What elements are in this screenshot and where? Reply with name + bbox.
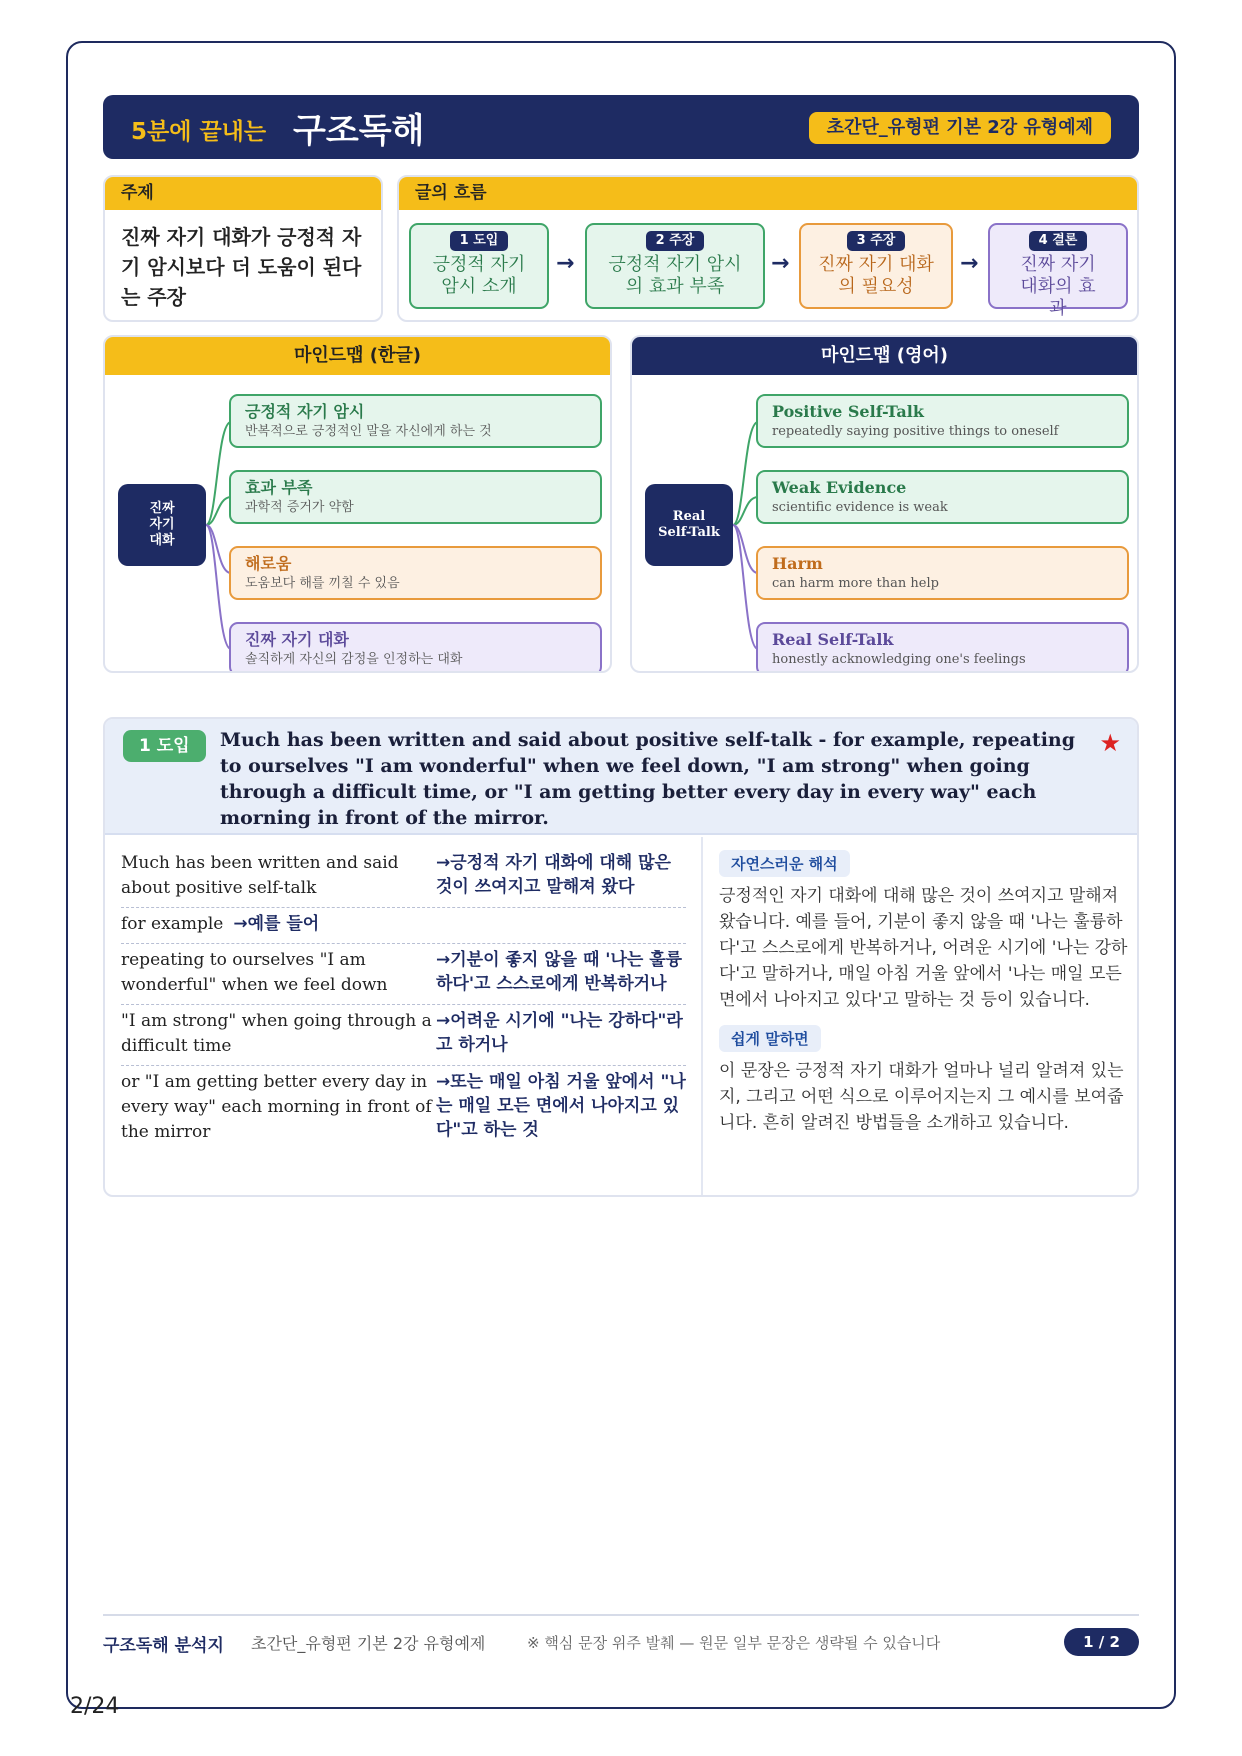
chunk-english: Much has been written and said about positive self-talk (121, 853, 399, 898)
flow-step-tag: 2 주장 (646, 231, 705, 251)
header-title: 구조독해 (293, 111, 425, 151)
flow-step-3 (799, 223, 953, 309)
footer-brand: 구조독해 분석지 (103, 1636, 224, 1656)
intro-header (105, 719, 1137, 835)
easy-explanation-label: 쉽게 말하면 (719, 1025, 821, 1052)
chunk-english: for example (121, 914, 224, 934)
star-icon: ★ (1099, 729, 1121, 757)
intro-sentence: Much has been written and said about positive self-talk - for example, repeating to ourselves "I am wonderful" when we feel down, "I am strong" when going through a difficult time, or "I am getting better every day in every way" each morning in front of the mirror. (220, 729, 1076, 829)
theme-box (103, 175, 383, 322)
chunk-list (121, 847, 686, 1151)
footer-course: 초간단_유형편 기본 2강 유형예제 (251, 1634, 486, 1653)
chunk-row (121, 1066, 686, 1151)
mindmap-node (229, 470, 602, 524)
mindmap-node-desc: 과학적 증거가 약함 (245, 500, 354, 515)
flow-step-tag: 3 주장 (847, 231, 906, 251)
natural-translation-text: 긍정적인 자기 대화에 대해 많은 것이 쓰여지고 말해져 왔습니다. 예를 들어, 기분이 좋지 않을 때 '나는 훌륭하다'고 스스로에게 반복하거나, 어려운 시기에 '나는 강하다'고 말하거나, 매일 아침 거울 앞에서 '나는 매일 모든 면에서 나아지고 있다'고 말하는 것 등이 있습니다. (719, 886, 1128, 1010)
flow-step-2 (585, 223, 765, 309)
footer-note: ※ 핵심 문장 위주 발췌 — 원문 일부 문장은 생략될 수 있습니다 (527, 1634, 941, 1652)
theme-label: 주제 (105, 177, 381, 210)
mindmap-node-title: Harm (772, 554, 823, 573)
mindmap-english (630, 335, 1139, 673)
mindmap-node (756, 470, 1129, 524)
chunk-korean: →또는 매일 아침 거울 앞에서 "나는 매일 모든 면에서 나아지고 있다"고 하는 것 (436, 1072, 686, 1140)
intro-badge: 1 도입 (123, 730, 206, 762)
course-badge: 초간단_유형편 기본 2강 유형예제 (809, 112, 1111, 144)
natural-translation-label: 자연스러운 해석 (719, 850, 850, 877)
mindmap-english-label: 마인드맵 (영어) (632, 337, 1137, 375)
flow-step-text: 긍정적 자기 암시의 효과 부족 (608, 254, 742, 297)
mindmap-node-desc: 솔직하게 자신의 감정을 인정하는 대화 (245, 652, 463, 667)
mindmap-korean (103, 335, 612, 673)
mindmap-node-desc: honestly acknowledging one's feelings (772, 652, 1026, 667)
chunk-row (121, 847, 686, 908)
flow-arrow-icon: → (556, 251, 575, 276)
chunk-english: or "I am getting better every day in every way" each morning in front of the mirror (121, 1072, 432, 1142)
mindmap-node-desc: 도움보다 해를 끼칠 수 있음 (245, 576, 400, 591)
mindmap-node-desc: can harm more than help (772, 576, 939, 591)
page-marker: 2/24 (70, 1694, 120, 1719)
chunk-korean: →어려운 시기에 "나는 강하다"라고 하거나 (436, 1011, 683, 1055)
chunk-english: "I am strong" when going through a difficult time (121, 1011, 432, 1056)
mindmap-node-desc: repeatedly saying positive things to oneself (772, 424, 1059, 439)
mindmap-node-desc: 반복적으로 긍정적인 말을 자신에게 하는 것 (245, 424, 492, 439)
chunk-english: repeating to ourselves "I am wonderful" when we feel down (121, 950, 388, 995)
header-banner (103, 95, 1139, 159)
chunk-korean: →예를 들어 (233, 914, 320, 934)
column-divider (701, 837, 703, 1197)
mindmap-node-title: Weak Evidence (772, 478, 907, 497)
mindmap-center-node (645, 484, 733, 566)
mindmap-node-title: 긍정적 자기 암시 (245, 402, 365, 421)
mindmap-node (756, 622, 1129, 673)
mindmap-node (229, 622, 602, 673)
flow-step-text: 진짜 자기 대화의 효과 (1020, 254, 1096, 319)
header-subtitle: 5분에 끝내는 (131, 119, 267, 145)
flow-label: 글의 흐름 (399, 177, 1137, 210)
page-number-badge: 1 / 2 (1064, 1628, 1139, 1656)
intro-section (103, 717, 1139, 1197)
mindmap-node (229, 394, 602, 448)
flow-step-4 (988, 223, 1128, 319)
flow-step-tag: 4 결론 (1029, 231, 1088, 251)
mindmap-node-title: 효과 부족 (245, 478, 313, 497)
flow-step-1 (409, 223, 549, 309)
mindmap-center-label: Real Self-Talk (658, 509, 720, 540)
chunk-row (121, 1005, 686, 1066)
mindmap-node (229, 546, 602, 600)
easy-explanation-text: 이 문장은 긍정적 자기 대화가 얼마나 널리 알려져 있는지, 그리고 어떤 식으로 이루어지는지 그 예시를 보여줍니다. 흔히 알려진 방법들을 소개하고 있습니다. (719, 1061, 1124, 1133)
theme-text: 진짜 자기 대화가 긍정적 자기 암시보다 더 도움이 된다는 주장 (121, 225, 362, 309)
mindmap-center-node (118, 484, 206, 566)
mindmap-node-title: Positive Self-Talk (772, 402, 924, 421)
flow-arrow-icon: → (960, 251, 979, 276)
mindmap-center-label: 진짜 자기 대화 (149, 501, 175, 548)
flow-box (397, 175, 1139, 322)
flow-step-text: 긍정적 자기 암시 소개 (432, 254, 526, 297)
mindmap-node-title: Real Self-Talk (772, 630, 894, 649)
mindmap-korean-label: 마인드맵 (한글) (105, 337, 610, 375)
mindmap-node (756, 546, 1129, 600)
flow-arrow-icon: → (771, 251, 790, 276)
interpretation-column (719, 850, 1129, 1148)
chunk-korean: →긍정적 자기 대화에 대해 많은 것이 쓰여지고 말해져 왔다 (436, 853, 671, 897)
chunk-row (121, 944, 686, 1005)
footer-divider (103, 1614, 1139, 1616)
mindmap-node-desc: scientific evidence is weak (772, 500, 948, 515)
footer (103, 1628, 1139, 1658)
flow-step-text: 진짜 자기 대화의 필요성 (818, 254, 934, 297)
chunk-korean: →기분이 좋지 않을 때 '나는 훌륭하다'고 스스로에게 반복하거나 (436, 950, 683, 994)
mindmap-node (756, 394, 1129, 448)
mindmap-node-title: 해로움 (245, 554, 292, 573)
chunk-row (121, 908, 686, 944)
mindmap-node-title: 진짜 자기 대화 (245, 630, 349, 649)
flow-step-tag: 1 도입 (450, 231, 509, 251)
